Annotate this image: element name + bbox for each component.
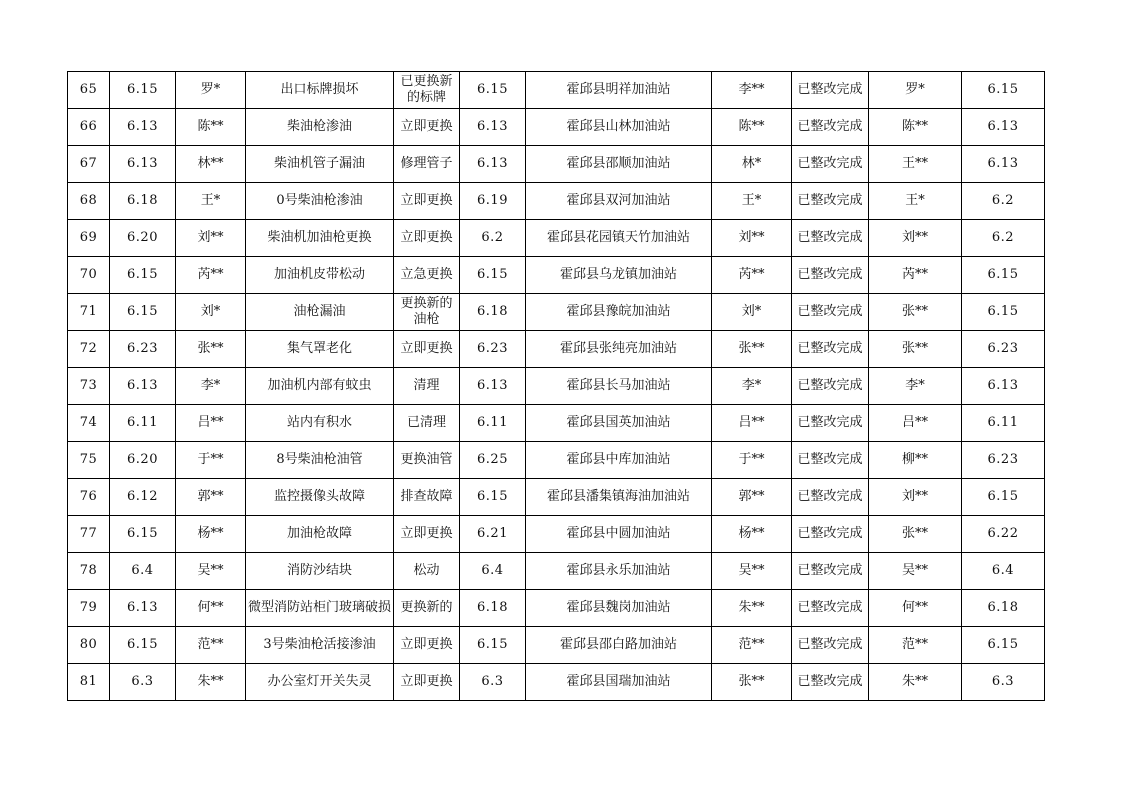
action-date-cell: 6.13 bbox=[460, 109, 526, 146]
action-date-cell: 6.11 bbox=[460, 405, 526, 442]
status-cell: 已整改完成 bbox=[792, 442, 869, 479]
table-row bbox=[68, 442, 1045, 479]
status-cell: 已整改完成 bbox=[792, 257, 869, 294]
verifier-cell: 吴** bbox=[869, 553, 962, 590]
issue-description-cell: 站内有积水 bbox=[246, 405, 394, 442]
corrective-action-cell: 更换新的油枪 bbox=[394, 294, 460, 331]
action-date-cell: 6.15 bbox=[460, 627, 526, 664]
inspector-cell: 杨** bbox=[176, 516, 246, 553]
issue-description-cell: 3号柴油枪活接渗油 bbox=[246, 627, 394, 664]
row-number-cell: 69 bbox=[68, 220, 110, 257]
gas-station-cell: 霍邱县潘集镇海油加油站 bbox=[526, 479, 712, 516]
action-date-cell: 6.15 bbox=[460, 257, 526, 294]
corrective-action-cell: 更换油管 bbox=[394, 442, 460, 479]
found-date-cell: 6.4 bbox=[110, 553, 176, 590]
status-cell: 已整改完成 bbox=[792, 146, 869, 183]
verify-date-cell: 6.2 bbox=[962, 220, 1045, 257]
issue-description-cell: 监控摄像头故障 bbox=[246, 479, 394, 516]
inspector-cell: 于** bbox=[176, 442, 246, 479]
issue-description-cell: 微型消防站柜门玻璃破损 bbox=[246, 590, 394, 627]
table-row bbox=[68, 590, 1045, 627]
verify-date-cell: 6.15 bbox=[962, 257, 1045, 294]
responsible-person-cell: 吴** bbox=[712, 553, 792, 590]
issue-description-cell: 办公室灯开关失灵 bbox=[246, 664, 394, 701]
corrective-action-cell: 排查故障 bbox=[394, 479, 460, 516]
corrective-action-cell: 立即更换 bbox=[394, 109, 460, 146]
action-date-cell: 6.13 bbox=[460, 146, 526, 183]
verifier-cell: 陈** bbox=[869, 109, 962, 146]
corrective-action-cell: 立即更换 bbox=[394, 627, 460, 664]
found-date-cell: 6.15 bbox=[110, 627, 176, 664]
table-row bbox=[68, 516, 1045, 553]
verifier-cell: 王** bbox=[869, 146, 962, 183]
verify-date-cell: 6.13 bbox=[962, 146, 1045, 183]
issue-description-cell: 柴油枪渗油 bbox=[246, 109, 394, 146]
table-row bbox=[68, 664, 1045, 701]
inspector-cell: 何** bbox=[176, 590, 246, 627]
found-date-cell: 6.15 bbox=[110, 294, 176, 331]
found-date-cell: 6.18 bbox=[110, 183, 176, 220]
table-row bbox=[68, 146, 1045, 183]
gas-station-cell: 霍邱县国英加油站 bbox=[526, 405, 712, 442]
row-number-cell: 74 bbox=[68, 405, 110, 442]
action-date-cell: 6.4 bbox=[460, 553, 526, 590]
found-date-cell: 6.20 bbox=[110, 442, 176, 479]
responsible-person-cell: 王* bbox=[712, 183, 792, 220]
verify-date-cell: 6.13 bbox=[962, 109, 1045, 146]
corrective-action-cell: 立即更换 bbox=[394, 183, 460, 220]
found-date-cell: 6.11 bbox=[110, 405, 176, 442]
table-row bbox=[68, 72, 1045, 109]
issue-description-cell: 加油机皮带松动 bbox=[246, 257, 394, 294]
verify-date-cell: 6.18 bbox=[962, 590, 1045, 627]
row-number-cell: 68 bbox=[68, 183, 110, 220]
action-date-cell: 6.18 bbox=[460, 294, 526, 331]
table-row bbox=[68, 183, 1045, 220]
responsible-person-cell: 芮** bbox=[712, 257, 792, 294]
inspector-cell: 李* bbox=[176, 368, 246, 405]
inspector-cell: 刘** bbox=[176, 220, 246, 257]
status-cell: 已整改完成 bbox=[792, 405, 869, 442]
row-number-cell: 79 bbox=[68, 590, 110, 627]
action-date-cell: 6.23 bbox=[460, 331, 526, 368]
responsible-person-cell: 张** bbox=[712, 331, 792, 368]
table-body bbox=[68, 72, 1045, 701]
gas-station-cell: 霍邱县乌龙镇加油站 bbox=[526, 257, 712, 294]
responsible-person-cell: 刘** bbox=[712, 220, 792, 257]
gas-station-cell: 霍邱县国瑞加油站 bbox=[526, 664, 712, 701]
verify-date-cell: 6.11 bbox=[962, 405, 1045, 442]
gas-station-cell: 霍邱县中圆加油站 bbox=[526, 516, 712, 553]
responsible-person-cell: 陈** bbox=[712, 109, 792, 146]
verifier-cell: 刘** bbox=[869, 220, 962, 257]
gas-station-cell: 霍邱县中库加油站 bbox=[526, 442, 712, 479]
table-row bbox=[68, 553, 1045, 590]
verify-date-cell: 6.15 bbox=[962, 479, 1045, 516]
table-row bbox=[68, 368, 1045, 405]
status-cell: 已整改完成 bbox=[792, 368, 869, 405]
status-cell: 已整改完成 bbox=[792, 590, 869, 627]
found-date-cell: 6.3 bbox=[110, 664, 176, 701]
issue-description-cell: 8号柴油枪油管 bbox=[246, 442, 394, 479]
verifier-cell: 何** bbox=[869, 590, 962, 627]
row-number-cell: 81 bbox=[68, 664, 110, 701]
table-row bbox=[68, 294, 1045, 331]
issue-description-cell: 柴油机管子漏油 bbox=[246, 146, 394, 183]
issue-description-cell: 消防沙结块 bbox=[246, 553, 394, 590]
row-number-cell: 72 bbox=[68, 331, 110, 368]
responsible-person-cell: 范** bbox=[712, 627, 792, 664]
status-cell: 已整改完成 bbox=[792, 553, 869, 590]
action-date-cell: 6.2 bbox=[460, 220, 526, 257]
verify-date-cell: 6.23 bbox=[962, 442, 1045, 479]
found-date-cell: 6.12 bbox=[110, 479, 176, 516]
row-number-cell: 77 bbox=[68, 516, 110, 553]
responsible-person-cell: 郭** bbox=[712, 479, 792, 516]
inspector-cell: 范** bbox=[176, 627, 246, 664]
issue-description-cell: 0号柴油枪渗油 bbox=[246, 183, 394, 220]
verify-date-cell: 6.15 bbox=[962, 294, 1045, 331]
responsible-person-cell: 刘* bbox=[712, 294, 792, 331]
status-cell: 已整改完成 bbox=[792, 220, 869, 257]
table-row bbox=[68, 109, 1045, 146]
verifier-cell: 张** bbox=[869, 331, 962, 368]
found-date-cell: 6.15 bbox=[110, 257, 176, 294]
action-date-cell: 6.15 bbox=[460, 479, 526, 516]
verify-date-cell: 6.15 bbox=[962, 627, 1045, 664]
gas-station-cell: 霍邱县张纯亮加油站 bbox=[526, 331, 712, 368]
responsible-person-cell: 朱** bbox=[712, 590, 792, 627]
inspector-cell: 王* bbox=[176, 183, 246, 220]
gas-station-cell: 霍邱县明祥加油站 bbox=[526, 72, 712, 109]
found-date-cell: 6.13 bbox=[110, 368, 176, 405]
verify-date-cell: 6.22 bbox=[962, 516, 1045, 553]
verifier-cell: 张** bbox=[869, 516, 962, 553]
verifier-cell: 柳** bbox=[869, 442, 962, 479]
gas-station-cell: 霍邱县豫皖加油站 bbox=[526, 294, 712, 331]
status-cell: 已整改完成 bbox=[792, 516, 869, 553]
corrective-action-cell: 立即更换 bbox=[394, 220, 460, 257]
inspector-cell: 林** bbox=[176, 146, 246, 183]
row-number-cell: 75 bbox=[68, 442, 110, 479]
responsible-person-cell: 林* bbox=[712, 146, 792, 183]
row-number-cell: 67 bbox=[68, 146, 110, 183]
row-number-cell: 70 bbox=[68, 257, 110, 294]
table-row bbox=[68, 479, 1045, 516]
inspector-cell: 吕** bbox=[176, 405, 246, 442]
gas-station-cell: 霍邱县花园镇天竹加油站 bbox=[526, 220, 712, 257]
issue-description-cell: 加油机内部有蚊虫 bbox=[246, 368, 394, 405]
status-cell: 已整改完成 bbox=[792, 479, 869, 516]
responsible-person-cell: 吕** bbox=[712, 405, 792, 442]
responsible-person-cell: 于** bbox=[712, 442, 792, 479]
corrective-action-cell: 立即更换 bbox=[394, 664, 460, 701]
corrective-action-cell: 立急更换 bbox=[394, 257, 460, 294]
verifier-cell: 罗* bbox=[869, 72, 962, 109]
action-date-cell: 6.15 bbox=[460, 72, 526, 109]
verifier-cell: 芮** bbox=[869, 257, 962, 294]
responsible-person-cell: 李** bbox=[712, 72, 792, 109]
found-date-cell: 6.23 bbox=[110, 331, 176, 368]
row-number-cell: 66 bbox=[68, 109, 110, 146]
found-date-cell: 6.20 bbox=[110, 220, 176, 257]
inspection-table bbox=[67, 71, 1045, 701]
verify-date-cell: 6.3 bbox=[962, 664, 1045, 701]
issue-description-cell: 加油枪故障 bbox=[246, 516, 394, 553]
corrective-action-cell: 立即更换 bbox=[394, 331, 460, 368]
corrective-action-cell: 清理 bbox=[394, 368, 460, 405]
status-cell: 已整改完成 bbox=[792, 331, 869, 368]
action-date-cell: 6.18 bbox=[460, 590, 526, 627]
issue-description-cell: 出口标牌损坏 bbox=[246, 72, 394, 109]
row-number-cell: 76 bbox=[68, 479, 110, 516]
found-date-cell: 6.13 bbox=[110, 109, 176, 146]
row-number-cell: 71 bbox=[68, 294, 110, 331]
gas-station-cell: 霍邱县长马加油站 bbox=[526, 368, 712, 405]
verifier-cell: 刘** bbox=[869, 479, 962, 516]
verifier-cell: 吕** bbox=[869, 405, 962, 442]
action-date-cell: 6.19 bbox=[460, 183, 526, 220]
verifier-cell: 李* bbox=[869, 368, 962, 405]
status-cell: 已整改完成 bbox=[792, 664, 869, 701]
action-date-cell: 6.3 bbox=[460, 664, 526, 701]
corrective-action-cell: 已清理 bbox=[394, 405, 460, 442]
inspector-cell: 朱** bbox=[176, 664, 246, 701]
verifier-cell: 王* bbox=[869, 183, 962, 220]
gas-station-cell: 霍邱县邵顺加油站 bbox=[526, 146, 712, 183]
table-row bbox=[68, 331, 1045, 368]
issue-description-cell: 油枪漏油 bbox=[246, 294, 394, 331]
verify-date-cell: 6.2 bbox=[962, 183, 1045, 220]
corrective-action-cell: 松动 bbox=[394, 553, 460, 590]
status-cell: 已整改完成 bbox=[792, 183, 869, 220]
action-date-cell: 6.25 bbox=[460, 442, 526, 479]
row-number-cell: 78 bbox=[68, 553, 110, 590]
issue-description-cell: 柴油机加油枪更换 bbox=[246, 220, 394, 257]
corrective-action-cell: 已更换新的标牌 bbox=[394, 72, 460, 109]
inspector-cell: 吴** bbox=[176, 553, 246, 590]
action-date-cell: 6.13 bbox=[460, 368, 526, 405]
corrective-action-cell: 更换新的 bbox=[394, 590, 460, 627]
verify-date-cell: 6.4 bbox=[962, 553, 1045, 590]
gas-station-cell: 霍邱县山林加油站 bbox=[526, 109, 712, 146]
row-number-cell: 80 bbox=[68, 627, 110, 664]
row-number-cell: 73 bbox=[68, 368, 110, 405]
verify-date-cell: 6.13 bbox=[962, 368, 1045, 405]
gas-station-cell: 霍邱县双河加油站 bbox=[526, 183, 712, 220]
found-date-cell: 6.15 bbox=[110, 516, 176, 553]
found-date-cell: 6.13 bbox=[110, 590, 176, 627]
corrective-action-cell: 立即更换 bbox=[394, 516, 460, 553]
inspector-cell: 刘* bbox=[176, 294, 246, 331]
gas-station-cell: 霍邱县魏岗加油站 bbox=[526, 590, 712, 627]
status-cell: 已整改完成 bbox=[792, 294, 869, 331]
verify-date-cell: 6.23 bbox=[962, 331, 1045, 368]
gas-station-cell: 霍邱县邵白路加油站 bbox=[526, 627, 712, 664]
table-row bbox=[68, 257, 1045, 294]
inspector-cell: 罗* bbox=[176, 72, 246, 109]
responsible-person-cell: 李* bbox=[712, 368, 792, 405]
verify-date-cell: 6.15 bbox=[962, 72, 1045, 109]
status-cell: 已整改完成 bbox=[792, 627, 869, 664]
status-cell: 已整改完成 bbox=[792, 109, 869, 146]
responsible-person-cell: 张** bbox=[712, 664, 792, 701]
row-number-cell: 65 bbox=[68, 72, 110, 109]
verifier-cell: 张** bbox=[869, 294, 962, 331]
found-date-cell: 6.13 bbox=[110, 146, 176, 183]
table-row bbox=[68, 405, 1045, 442]
table-row bbox=[68, 627, 1045, 664]
verifier-cell: 范** bbox=[869, 627, 962, 664]
found-date-cell: 6.15 bbox=[110, 72, 176, 109]
responsible-person-cell: 杨** bbox=[712, 516, 792, 553]
status-cell: 已整改完成 bbox=[792, 72, 869, 109]
inspector-cell: 芮** bbox=[176, 257, 246, 294]
table-row bbox=[68, 220, 1045, 257]
issue-description-cell: 集气罩老化 bbox=[246, 331, 394, 368]
verifier-cell: 朱** bbox=[869, 664, 962, 701]
action-date-cell: 6.21 bbox=[460, 516, 526, 553]
corrective-action-cell: 修理管子 bbox=[394, 146, 460, 183]
inspector-cell: 郭** bbox=[176, 479, 246, 516]
inspector-cell: 陈** bbox=[176, 109, 246, 146]
inspector-cell: 张** bbox=[176, 331, 246, 368]
gas-station-cell: 霍邱县永乐加油站 bbox=[526, 553, 712, 590]
